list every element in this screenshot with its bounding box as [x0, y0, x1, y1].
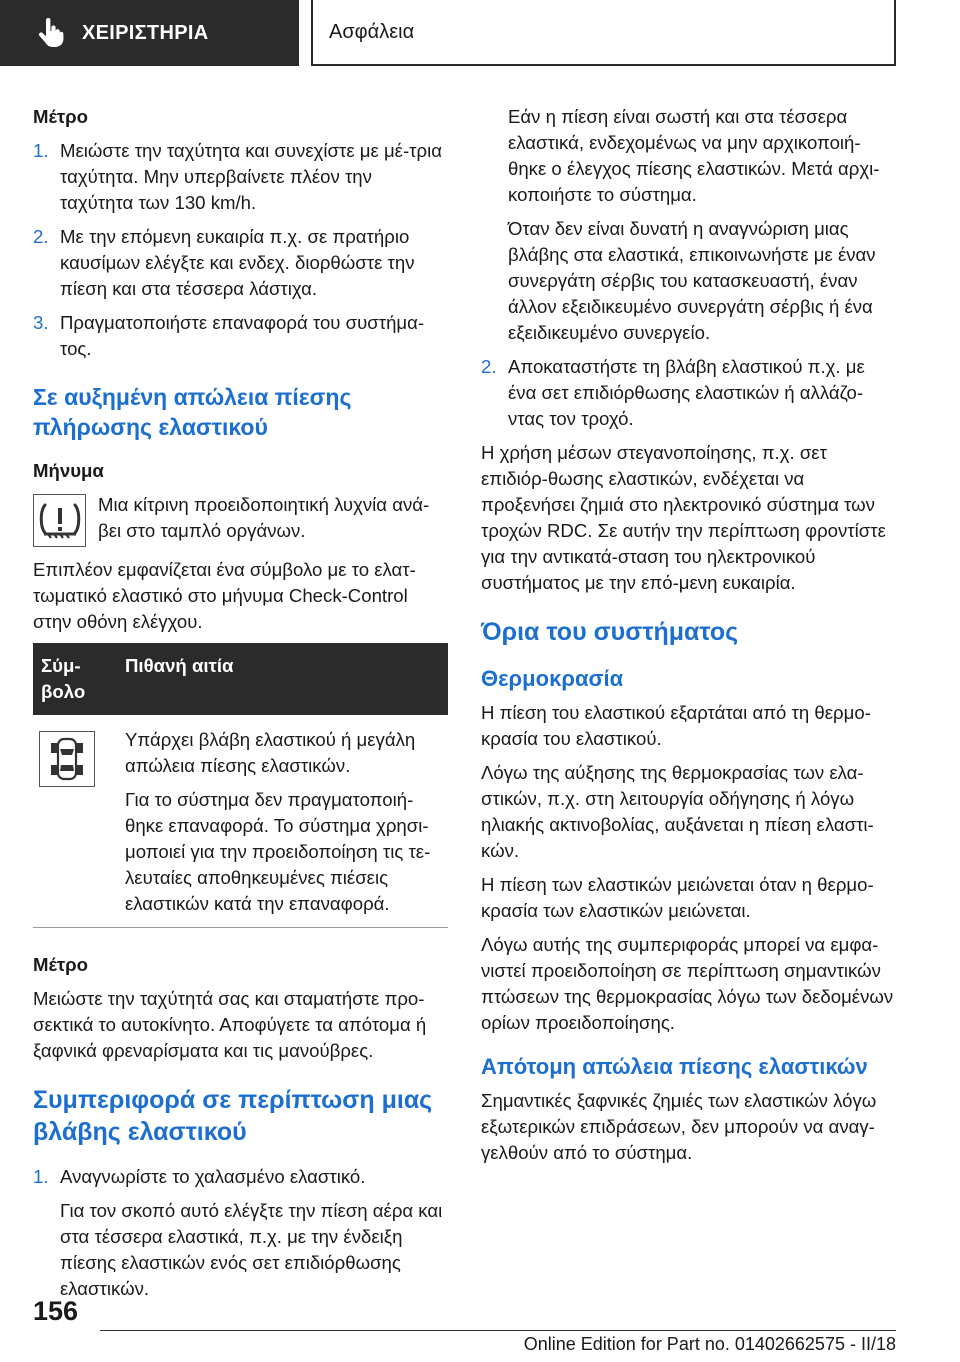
- paragraph: Λόγω της αύξησης της θερμοκρασίας των ελα-στικών, π.χ. στη λειτουργία οδήγησης ή λόγω ηλιακής ακτινοβολίας, αυξάνεται η πίεση ελαστι-κών.: [481, 762, 874, 861]
- cause-text-2: Για το σύστημα δεν πραγματοποιή-θηκε επαναφορά. Το σύστημα χρησι-μοποιεί για την προειδοποίηση τις τε-λευταίες αποθηκευμένες πιέσεις ελαστικών κατά την επαναφορά.: [125, 789, 431, 914]
- table-cell-symbol: [33, 715, 117, 928]
- table-header-symbol: Σύμ-βολο: [33, 643, 117, 715]
- list-text: Αποκαταστήστε τη βλάβη ελαστικού π.χ. με ένα σετ επιδιόρθωσης ελαστικών ή αλλάζο-ντας τον τροχό.: [508, 356, 865, 429]
- table-header-cause: Πιθανή αιτία: [117, 643, 448, 715]
- heading-sudden-loss: Απότομη απώλεια πίεσης ελαστικών: [481, 1054, 868, 1079]
- chapter-title: Ασφάλεια: [329, 20, 415, 43]
- table-row: [33, 715, 448, 928]
- measures-heading-2: Μέτρο: [33, 954, 89, 975]
- message-text: Μια κίτρινη προειδοποιητική λυχνία ανά-βει στο ταμπλό οργάνων.: [98, 494, 430, 541]
- symbol-intro: Επιπλέον εμφανίζεται ένα σύμβολο με το ελατ-τωματικό ελαστικό στο μήνυμα Check-Control στην οθόνη ελέγχου.: [33, 559, 416, 632]
- left-column: [33, 104, 448, 1310]
- paragraph: Λόγω αυτής της συμπεριφοράς μπορεί να εμφα-νιστεί προειδοποίηση σε περίπτωση σημαντικών πτώσεων της θερμοκρασίας λόγω των δεδομένων ορίων προειδοποίησης.: [481, 934, 894, 1033]
- list-number: 1.: [33, 1166, 49, 1187]
- list-subtext: Για τον σκοπό αυτό ελέγξτε την πίεση αέρα και στα τέσσερα ελαστικά, π.χ. με την ένδειξη πίεσης ελαστικών ενός σετ επιδιόρθωσης ελαστικών.: [60, 1200, 443, 1299]
- heading-temperature: Θερμοκρασία: [481, 666, 624, 691]
- paragraph: Η χρήση μέσων στεγανοποίησης, π.χ. σετ επιδιόρ-θωσης ελαστικών, ενδέχεται να προξενήσει ζημιά στο ηλεκτρονικό σύστημα των τροχών RDC. Σε αυτήν την περίπτωση φροντίστε για την αντικατά-σταση του ηλεκτρονικού συστήματος με την επό-μενη ευκαιρία.: [481, 442, 886, 593]
- table-cell-cause: [117, 715, 448, 928]
- list-number: 2.: [33, 226, 49, 247]
- list-item: [33, 1164, 448, 1190]
- chapter-tab[interactable]: [311, 0, 896, 66]
- page-number: 156: [33, 1296, 79, 1326]
- list-number: 1.: [33, 140, 49, 161]
- section-title: ΧΕΙΡΙΣΤΗΡΙΑ: [82, 21, 209, 44]
- hand-pointer-icon: [38, 18, 64, 48]
- car-tire-defect-icon: [39, 731, 95, 787]
- cause-text-1: Υπάρχει βλάβη ελαστικού ή μεγάλη απώλεια πίεσης ελαστικών.: [125, 729, 416, 776]
- edition-note: Online Edition for Part no. 01402662575 - II/18: [523, 1334, 896, 1354]
- list-text: Αναγνωρίστε το χαλασμένο ελαστικό.: [60, 1166, 366, 1187]
- paragraph: Σημαντικές ξαφνικές ζημιές των ελαστικών λόγω εξωτερικών επιδράσεων, δεν μπορούν να αναγ-γελθούν από το σύστημα.: [481, 1090, 877, 1163]
- right-column: [481, 104, 896, 1174]
- footer-divider: [100, 1330, 896, 1331]
- list-number: 2.: [481, 356, 497, 377]
- heading-tire-damage: Συμπεριφορά σε περίπτωση μιας βλάβης ελαστικού: [33, 1086, 433, 1146]
- list-text: Με την επόμενη ευκαιρία π.χ. σε πρατήριο καυσίμων ελέγξτε και ενδεχ. διορθώστε την πίεση και στα τέσσερα λάστιχα.: [60, 226, 415, 299]
- paragraph: Όταν δεν είναι δυνατή η αναγνώριση μιας βλάβης στα ελαστικά, επικοινωνήστε με έναν συνεργάτη σέρβις του κατασκευαστή, έναν άλλον εξειδικευμένο συνεργάτη σέρβις ή ένα εξειδικευμένο συνεργείο.: [508, 218, 876, 343]
- list-number: 3.: [33, 312, 49, 333]
- section-tab[interactable]: [0, 0, 299, 66]
- list-item: [481, 354, 896, 432]
- tire-pressure-warning-icon: [33, 494, 86, 547]
- symbol-table: [33, 643, 448, 928]
- list-item: [33, 310, 448, 362]
- heading-system-limits: Όρια του συστήματος: [481, 618, 739, 646]
- list-text: Μειώστε την ταχύτητα και συνεχίστε με μέ-τρια ταχύτητα. Μην υπερβαίνετε πλέον την ταχύτητα των 130 km/h.: [60, 140, 442, 213]
- paragraph: Η πίεση των ελαστικών μειώνεται όταν η θερμο-κρασία των ελαστικών μειώνεται.: [481, 874, 874, 921]
- measures-text-2: Μειώστε την ταχύτητά σας και σταματήστε προ-σεκτικά το αυτοκίνητο. Αποφύγετε τα απότομα ή ξαφνικά φρεναρίσματα και τις μανούβρες.: [33, 988, 427, 1061]
- list-item: [33, 138, 448, 216]
- paragraph: Η πίεση του ελαστικού εξαρτάται από τη θερμο-κρασία του ελαστικού.: [481, 702, 871, 749]
- message-block: [33, 492, 448, 547]
- heading-pressure-loss: Σε αυξημένη απώλεια πίεσης πλήρωσης ελαστικού: [33, 384, 352, 440]
- message-heading: Μήνυμα: [33, 460, 104, 481]
- list-text: Πραγματοποιήστε επαναφορά του συστήμα-τος.: [60, 312, 425, 359]
- paragraph: Εάν η πίεση είναι σωστή και στα τέσσερα ελαστικά, ενδεχομένως να μην αρχικοποιή-θηκε ο έλεγχος πίεσης ελαστικών. Μετά αρχι-κοποιήστε το σύστημα.: [508, 106, 880, 205]
- table-header-row: [33, 643, 448, 715]
- list-item: [33, 224, 448, 302]
- measures-heading: Μέτρο: [33, 106, 89, 127]
